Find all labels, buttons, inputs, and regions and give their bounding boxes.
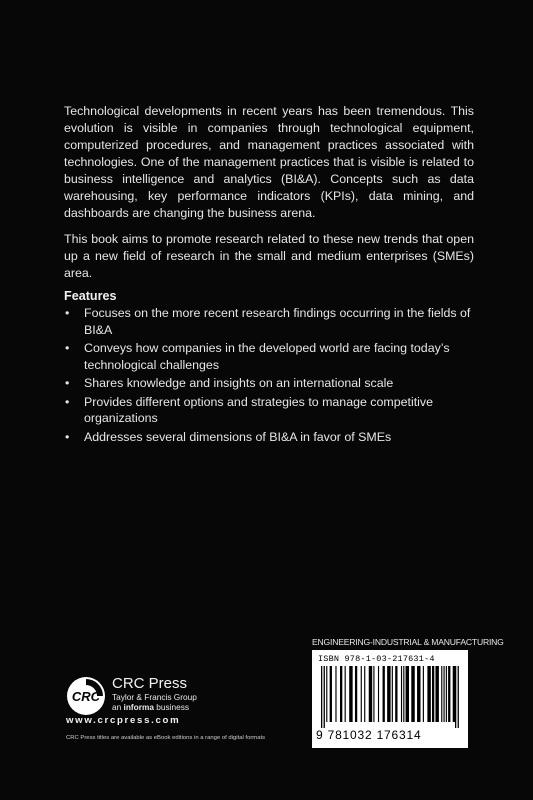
description-paragraph-1: Technological developments in recent years has been tremendous. This evolution is visible in companies through technological equipment, computerized procedures, and management practices associated with technologies. One of the management practices that is visible is related to business intelligence and analytics (BI&A). Concepts such as data warehousing, key performance indicators (KPIs), data mining, and dashboards are changing the business arena. [64, 104, 474, 220]
barcode-bar [423, 666, 424, 722]
bullet-icon: • [65, 306, 70, 320]
barcode-bar [361, 666, 362, 722]
barcode-bar [448, 666, 450, 722]
barcode-guard-bar [324, 666, 325, 728]
informa-suffix: business [153, 702, 190, 712]
barcode-bar [395, 666, 397, 722]
informa-word: informa [123, 702, 154, 712]
barcode-bar [326, 666, 327, 722]
barcode-bar [441, 666, 442, 722]
feature-item [64, 375, 474, 392]
publisher-url[interactable]: www.crcpress.com [66, 715, 181, 726]
barcode-bar [453, 666, 455, 722]
feature-item [64, 340, 474, 373]
isbn-label: ISBN 978-1-03-217631-4 [318, 654, 435, 664]
feature-text: Focuses on the more recent research findings occurring in the fields of BI&A [84, 306, 471, 337]
feature-text: Provides different options and strategies to manage competitive organizations [84, 394, 433, 425]
bullet-icon: • [65, 341, 70, 355]
barcode-guard-bar [321, 666, 322, 728]
feature-text: Addresses several dimensions of BI&A in favor of SMEs [84, 429, 392, 444]
feature-text: Shares knowledge and insights on an international scale [84, 376, 394, 390]
barcode-guard-bar [455, 666, 456, 728]
barcode-bar [406, 666, 409, 722]
barcode-bar [387, 666, 390, 722]
feature-item [64, 305, 474, 338]
subject-category: ENGINEERING-INDUSTRIAL & MANUFACTURING [312, 637, 504, 647]
barcode-bars [321, 666, 461, 728]
barcode-bar [427, 666, 430, 722]
barcode-bar [364, 666, 365, 722]
barcode-bar [373, 666, 374, 722]
publisher-name: CRC Press [112, 675, 188, 692]
barcode-bar [378, 666, 379, 722]
feature-text: Conveys how companies in the developed world are facing today’s technological challenges [84, 341, 450, 372]
barcode-digits: 9 781032 176314 [316, 728, 422, 742]
bullet-icon: • [65, 376, 70, 390]
book-description [64, 103, 474, 291]
barcode-bar [340, 666, 342, 722]
barcode-bar [355, 666, 357, 722]
barcode-bar [345, 666, 346, 722]
bullet-icon: • [65, 429, 70, 444]
crc-logo-letters: CRC [71, 689, 101, 704]
barcode-bar [432, 666, 434, 722]
barcode-bar [335, 666, 336, 722]
barcode-guard-bar [458, 666, 459, 728]
barcode-bar [369, 666, 372, 722]
description-paragraph-2: This book aims to promote research related to these new trends that open up a new field of research in the small and medium enterprises (SMEs) area. [64, 232, 474, 280]
barcode-bar [446, 666, 447, 722]
publisher-group: Taylor & Francis Group [112, 692, 197, 702]
features-heading: Features [64, 289, 117, 303]
barcode-bar [383, 666, 385, 722]
informa-prefix: an [112, 702, 124, 712]
barcode-bar [435, 666, 438, 722]
publisher-informa [112, 702, 189, 712]
feature-item [64, 429, 474, 446]
feature-item [64, 394, 474, 427]
ebook-note: CRC Press titles are available as eBook editions in a range of digital formats [66, 735, 266, 741]
barcode-bar [411, 666, 414, 722]
bullet-icon: • [65, 394, 70, 409]
barcode-bar [417, 666, 420, 722]
features-list [64, 305, 474, 447]
crc-logo-icon [66, 676, 106, 716]
barcode-bar [392, 666, 393, 722]
barcode-bar [330, 666, 332, 722]
isbn-barcode [312, 650, 468, 748]
barcode-bar [349, 666, 352, 722]
barcode-bar [444, 666, 445, 722]
barcode-bar [401, 666, 402, 722]
barcode-bar [403, 666, 404, 722]
